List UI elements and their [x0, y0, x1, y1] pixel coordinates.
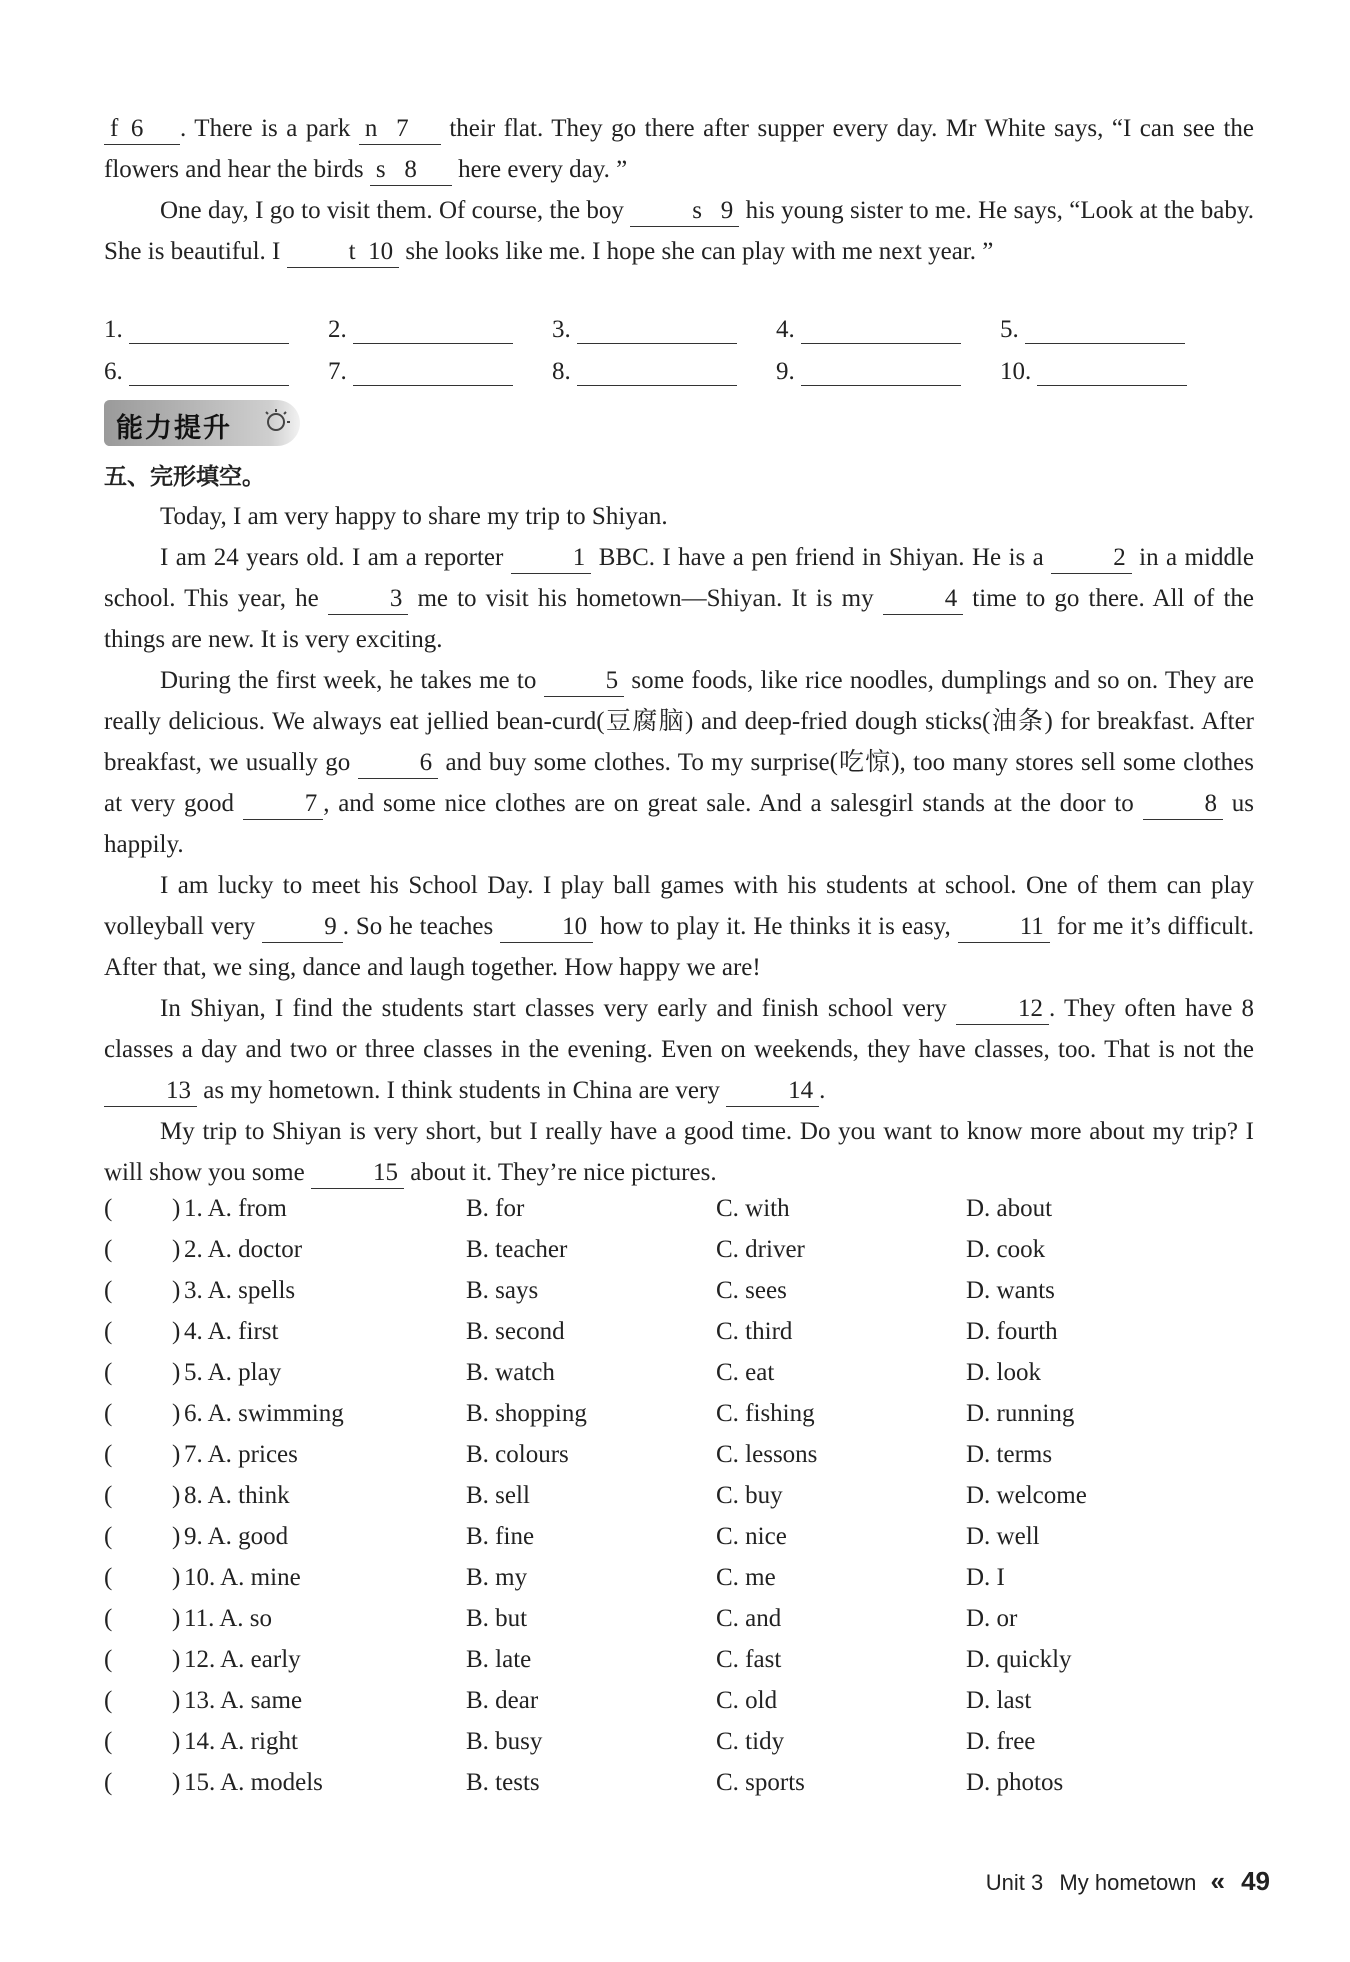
- blank-8: s 8: [370, 155, 452, 186]
- passage-paragraph-6: My trip to Shiyan is very short, but I really have a good time. Do you want to know more about my trip? I will show you some 15 about it. They’re nice pictures.: [104, 1111, 1254, 1193]
- answer-line[interactable]: [353, 359, 513, 386]
- option-row: [104, 1482, 1254, 1523]
- answer-bracket-open[interactable]: (: [104, 1400, 113, 1427]
- option-a[interactable]: 6. A. swimming: [184, 1400, 344, 1427]
- section-heading: 五、完形填空。: [104, 464, 265, 490]
- option-row: [104, 1195, 1254, 1236]
- answer-bracket-open[interactable]: (: [104, 1687, 113, 1714]
- answer-bracket-close: ): [172, 1441, 181, 1468]
- option-row: [104, 1646, 1254, 1687]
- blank-7: n 7: [359, 114, 441, 145]
- option-row: [104, 1564, 1254, 1605]
- answer-line[interactable]: [1037, 359, 1187, 386]
- answer-line[interactable]: [801, 359, 961, 386]
- option-a[interactable]: 12. A. early: [184, 1646, 301, 1673]
- answer-line[interactable]: [801, 317, 961, 344]
- top-paragraph-2: One day, I go to visit them. Of course, the boy s 9 his young sister to me. He says, “Look at the baby. She is beautiful. I t 10 she looks like me. I hope she can play with me next year. ”: [104, 190, 1254, 272]
- option-c[interactable]: C. driver: [716, 1236, 805, 1263]
- blank-6: f 6: [104, 114, 180, 145]
- blank-2: 2: [1051, 543, 1132, 574]
- blank-5: 5: [544, 666, 625, 697]
- option-c[interactable]: C. with: [716, 1195, 790, 1222]
- answer-bracket-open[interactable]: (: [104, 1769, 113, 1796]
- option-a[interactable]: 14. A. right: [184, 1728, 298, 1755]
- option-row: [104, 1605, 1254, 1646]
- option-d[interactable]: D. I: [966, 1564, 1005, 1591]
- passage-paragraph-2: I am 24 years old. I am a reporter 1 BBC. I have a pen friend in Shiyan. He is a 2 in a middle school. This year, he 3 me to visit his hometown—Shiyan. It is my 4 time to go there. All of the things are new. It is very exciting.: [104, 544, 1254, 653]
- option-d[interactable]: D. wants: [966, 1277, 1055, 1304]
- option-c[interactable]: C. tidy: [716, 1728, 785, 1755]
- blank-14: 14: [726, 1076, 819, 1107]
- option-b[interactable]: B. late: [466, 1646, 532, 1673]
- answer-bracket-close: ): [172, 1687, 181, 1714]
- option-c[interactable]: C. eat: [716, 1359, 775, 1386]
- option-c[interactable]: C. fishing: [716, 1400, 815, 1427]
- answer-bracket-close: ): [172, 1359, 181, 1386]
- option-c[interactable]: C. lessons: [716, 1441, 818, 1468]
- option-a[interactable]: 9. A. good: [184, 1523, 289, 1550]
- option-c[interactable]: C. fast: [716, 1646, 782, 1673]
- option-a[interactable]: 11. A. so: [184, 1605, 272, 1632]
- option-d[interactable]: D. quickly: [966, 1646, 1072, 1673]
- blank-12: 12: [956, 994, 1049, 1025]
- option-a[interactable]: 7. A. prices: [184, 1441, 298, 1468]
- answer-bracket-close: ): [172, 1482, 181, 1509]
- option-d[interactable]: D. running: [966, 1400, 1075, 1427]
- answer-bracket-open[interactable]: (: [104, 1605, 113, 1632]
- answer-bracket-close: ): [172, 1605, 181, 1632]
- option-c[interactable]: C. and: [716, 1605, 782, 1632]
- top-paragraph-1: f 6 . There is a park n 7 their flat. They go there after supper every day. Mr White says, “I can see the flowers and hear the birds s 8 here every day. ”: [104, 108, 1254, 190]
- option-row: [104, 1359, 1254, 1400]
- option-d[interactable]: D. welcome: [966, 1482, 1087, 1509]
- blank-13: 13: [104, 1076, 197, 1107]
- answer-line[interactable]: [577, 359, 737, 386]
- option-c[interactable]: C. old: [716, 1687, 778, 1714]
- answer-bracket-close: ): [172, 1646, 181, 1673]
- option-d[interactable]: D. free: [966, 1728, 1036, 1755]
- option-d[interactable]: D. well: [966, 1523, 1040, 1550]
- blank-10-cloze: 10: [500, 912, 593, 943]
- option-b[interactable]: B. my: [466, 1564, 528, 1591]
- option-a[interactable]: 3. A. spells: [184, 1277, 296, 1304]
- option-a[interactable]: 5. A. play: [184, 1359, 282, 1386]
- option-b[interactable]: B. second: [466, 1318, 565, 1345]
- blank-10: t 10: [287, 237, 399, 268]
- blank-7-cloze: 7: [243, 789, 324, 820]
- answer-bracket-open[interactable]: (: [104, 1441, 113, 1468]
- option-d[interactable]: D. about: [966, 1195, 1053, 1222]
- answer-line[interactable]: [353, 317, 513, 344]
- passage-paragraph-5: In Shiyan, I find the students start classes very early and finish school very 12 . They often have 8 classes a day and two or three classes in the evening. Even on weekends, they have classes, too. That is not the 13 as my hometown. I think students in China are very 14 .: [104, 988, 1254, 1111]
- option-b[interactable]: B. says: [466, 1277, 539, 1304]
- option-row: [104, 1523, 1254, 1564]
- answer-bracket-close: ): [172, 1769, 181, 1796]
- answer-bracket-open[interactable]: (: [104, 1523, 113, 1550]
- option-b[interactable]: B. shopping: [466, 1400, 587, 1427]
- blank-11: 11: [958, 912, 1050, 943]
- option-row: [104, 1236, 1254, 1277]
- blank-3: 3: [328, 584, 409, 615]
- answer-bracket-close: ): [172, 1728, 181, 1755]
- answer-row-1: 1. 2. 3. 4. 5.: [104, 316, 1254, 356]
- answer-bracket-open[interactable]: (: [104, 1728, 113, 1755]
- option-b[interactable]: B. fine: [466, 1523, 535, 1550]
- answer-bracket-close: ): [172, 1400, 181, 1427]
- blank-1: 1: [511, 543, 592, 574]
- option-d[interactable]: D. or: [966, 1605, 1018, 1632]
- option-d[interactable]: D. look: [966, 1359, 1041, 1386]
- option-b[interactable]: B. busy: [466, 1728, 543, 1755]
- blank-4: 4: [883, 584, 964, 615]
- answer-bracket-open[interactable]: (: [104, 1195, 113, 1222]
- option-a[interactable]: 10. A. mine: [184, 1564, 301, 1591]
- answer-line[interactable]: [129, 317, 289, 344]
- option-c[interactable]: C. me: [716, 1564, 776, 1591]
- answer-bracket-open[interactable]: (: [104, 1318, 113, 1345]
- answer-bracket-open[interactable]: (: [104, 1564, 113, 1591]
- passage-paragraph-1: Today, I am very happy to share my trip to Shiyan.: [160, 503, 668, 530]
- option-a[interactable]: 1. A. from: [184, 1195, 287, 1222]
- option-d[interactable]: D. cook: [966, 1236, 1046, 1263]
- option-row: [104, 1318, 1254, 1359]
- chevron-left-icon: «: [1210, 1866, 1225, 1896]
- option-d[interactable]: D. last: [966, 1687, 1032, 1714]
- option-c[interactable]: C. buy: [716, 1482, 783, 1509]
- option-row: [104, 1277, 1254, 1318]
- option-b[interactable]: B. tests: [466, 1769, 540, 1796]
- answer-bracket-close: ): [172, 1236, 181, 1263]
- section-banner-label: 能力提升: [116, 413, 232, 444]
- option-b[interactable]: B. colours: [466, 1441, 569, 1468]
- footer-title: My hometown: [1059, 1870, 1197, 1895]
- option-d[interactable]: D. photos: [966, 1769, 1064, 1796]
- answer-bracket-open[interactable]: (: [104, 1646, 113, 1673]
- answer-bracket-close: ): [172, 1564, 181, 1591]
- blank-8-cloze: 8: [1143, 789, 1224, 820]
- option-a[interactable]: 13. A. same: [184, 1687, 303, 1714]
- lightbulb-icon: [262, 408, 292, 438]
- page-number: 49: [1241, 1866, 1270, 1896]
- option-b[interactable]: B. but: [466, 1605, 528, 1632]
- footer-unit: Unit 3: [985, 1870, 1044, 1895]
- answer-bracket-open[interactable]: (: [104, 1277, 113, 1304]
- option-a[interactable]: 2. A. doctor: [184, 1236, 303, 1263]
- blank-6-cloze: 6: [358, 748, 439, 779]
- option-row: [104, 1769, 1254, 1810]
- option-c[interactable]: C. third: [716, 1318, 793, 1345]
- answer-row-2: 6. 7. 8. 9. 10.: [104, 358, 1254, 398]
- answer-bracket-close: ): [172, 1318, 181, 1345]
- option-d[interactable]: D. fourth: [966, 1318, 1058, 1345]
- answer-bracket-open[interactable]: (: [104, 1482, 113, 1509]
- blank-9-cloze: 9: [262, 912, 343, 943]
- option-a[interactable]: 15. A. models: [184, 1769, 323, 1796]
- option-b[interactable]: B. sell: [466, 1482, 530, 1509]
- blank-15: 15: [311, 1158, 404, 1189]
- answer-bracket-close: ): [172, 1523, 181, 1550]
- answer-bracket-close: ): [172, 1195, 181, 1222]
- option-a[interactable]: 8. A. think: [184, 1482, 290, 1509]
- answer-bracket-open[interactable]: (: [104, 1359, 113, 1386]
- passage-paragraph-3: During the first week, he takes me to 5 some foods, like rice noodles, dumplings and so on. They are really delicious. We always eat jellied bean-curd(豆腐脑) and deep-fried dough sticks(油条) for breakfast. After breakfast, we usually go 6 and buy some clothes. To my surprise(吃惊), too many stores sell some clothes at very good 7 , and some nice clothes are on great sale. And a salesgirl stands at the door to 8 us happily.: [104, 667, 1255, 858]
- answer-line[interactable]: [1025, 317, 1185, 344]
- option-row: [104, 1400, 1254, 1441]
- option-c[interactable]: C. sports: [716, 1769, 805, 1796]
- option-c[interactable]: C. sees: [716, 1277, 787, 1304]
- option-c[interactable]: C. nice: [716, 1523, 787, 1550]
- answer-line[interactable]: [577, 317, 737, 344]
- answer-bracket-close: ): [172, 1277, 181, 1304]
- page-footer: [986, 1866, 1270, 1897]
- option-b[interactable]: B. teacher: [466, 1236, 568, 1263]
- option-b[interactable]: B. dear: [466, 1687, 539, 1714]
- option-row: [104, 1441, 1254, 1482]
- passage-paragraph-4: I am lucky to meet his School Day. I play ball games with his students at school. One of them can play volleyball very 9 . So he teaches 10 how to play it. He thinks it is easy, 11 for me it’s difficult. After that, we sing, dance and laugh together. How happy we are!: [104, 872, 1254, 981]
- option-d[interactable]: D. terms: [966, 1441, 1053, 1468]
- answer-line[interactable]: [129, 359, 289, 386]
- answer-bracket-open[interactable]: (: [104, 1236, 113, 1263]
- option-a[interactable]: 4. A. first: [184, 1318, 279, 1345]
- option-b[interactable]: B. for: [466, 1195, 525, 1222]
- option-row: [104, 1687, 1254, 1728]
- blank-9: s 9: [630, 196, 739, 227]
- option-row: [104, 1728, 1254, 1769]
- option-b[interactable]: B. watch: [466, 1359, 555, 1386]
